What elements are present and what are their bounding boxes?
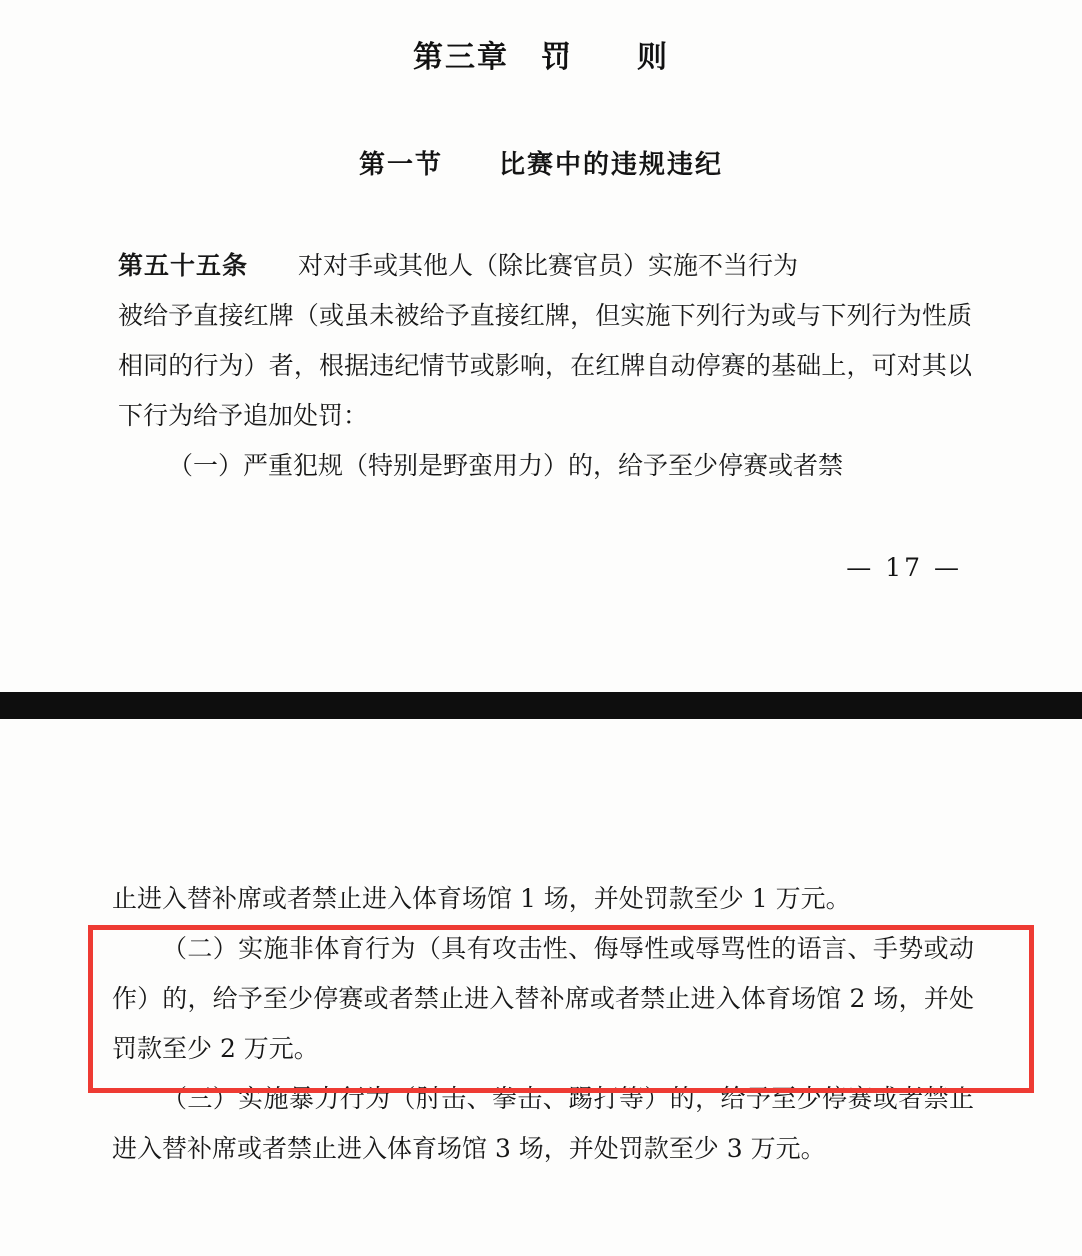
paragraph-bottom-2: （二）实施非体育行为（具有攻击性、侮辱性或辱骂性的语言、手势或动作）的，给予至少停赛或者禁止进入替补席或者禁止进入体育场馆 2 场，并处罚款至少 2 万元。 [112, 934, 974, 1063]
page-number: — 17 — [846, 553, 962, 582]
paragraph-bottom-1: 止进入替补席或者禁止进入体育场馆 1 场，并处罚款至少 1 万元。 [112, 884, 851, 913]
paragraph-top-1: 被给予直接红牌（或虽未被给予直接红牌，但实施下列行为或与下列行为性质相同的行为）者，根据违纪情节或影响，在红牌自动停赛的基础上，可对其以下行为给予追加处罚： [118, 301, 972, 430]
chapter-title: 第三章 罚 则 [413, 40, 669, 75]
paragraph-bottom-3: （三）实施暴力行为（肘击、拳击、踢打等）的，给予至少停赛或者禁止进入替补席或者禁止进入体育场馆 3 场，并处罚款至少 3 万元。 [112, 1084, 974, 1163]
page-fragment-bottom [0, 719, 1082, 1256]
article-number: 第五十五条 [118, 251, 249, 280]
article-heading-text: 对对手或其他人（除比赛官员）实施不当行为 [248, 251, 799, 280]
section-title: 第一节 比赛中的违规违纪 [358, 150, 723, 180]
paragraph-top-2: （一）严重犯规（特别是野蛮用力）的，给予至少停赛或者禁 [168, 451, 844, 480]
article-body-bottom [0, 874, 1082, 1174]
article-body-top [0, 241, 1082, 491]
article-heading-line [118, 241, 972, 291]
page-separator-band [0, 692, 1082, 719]
